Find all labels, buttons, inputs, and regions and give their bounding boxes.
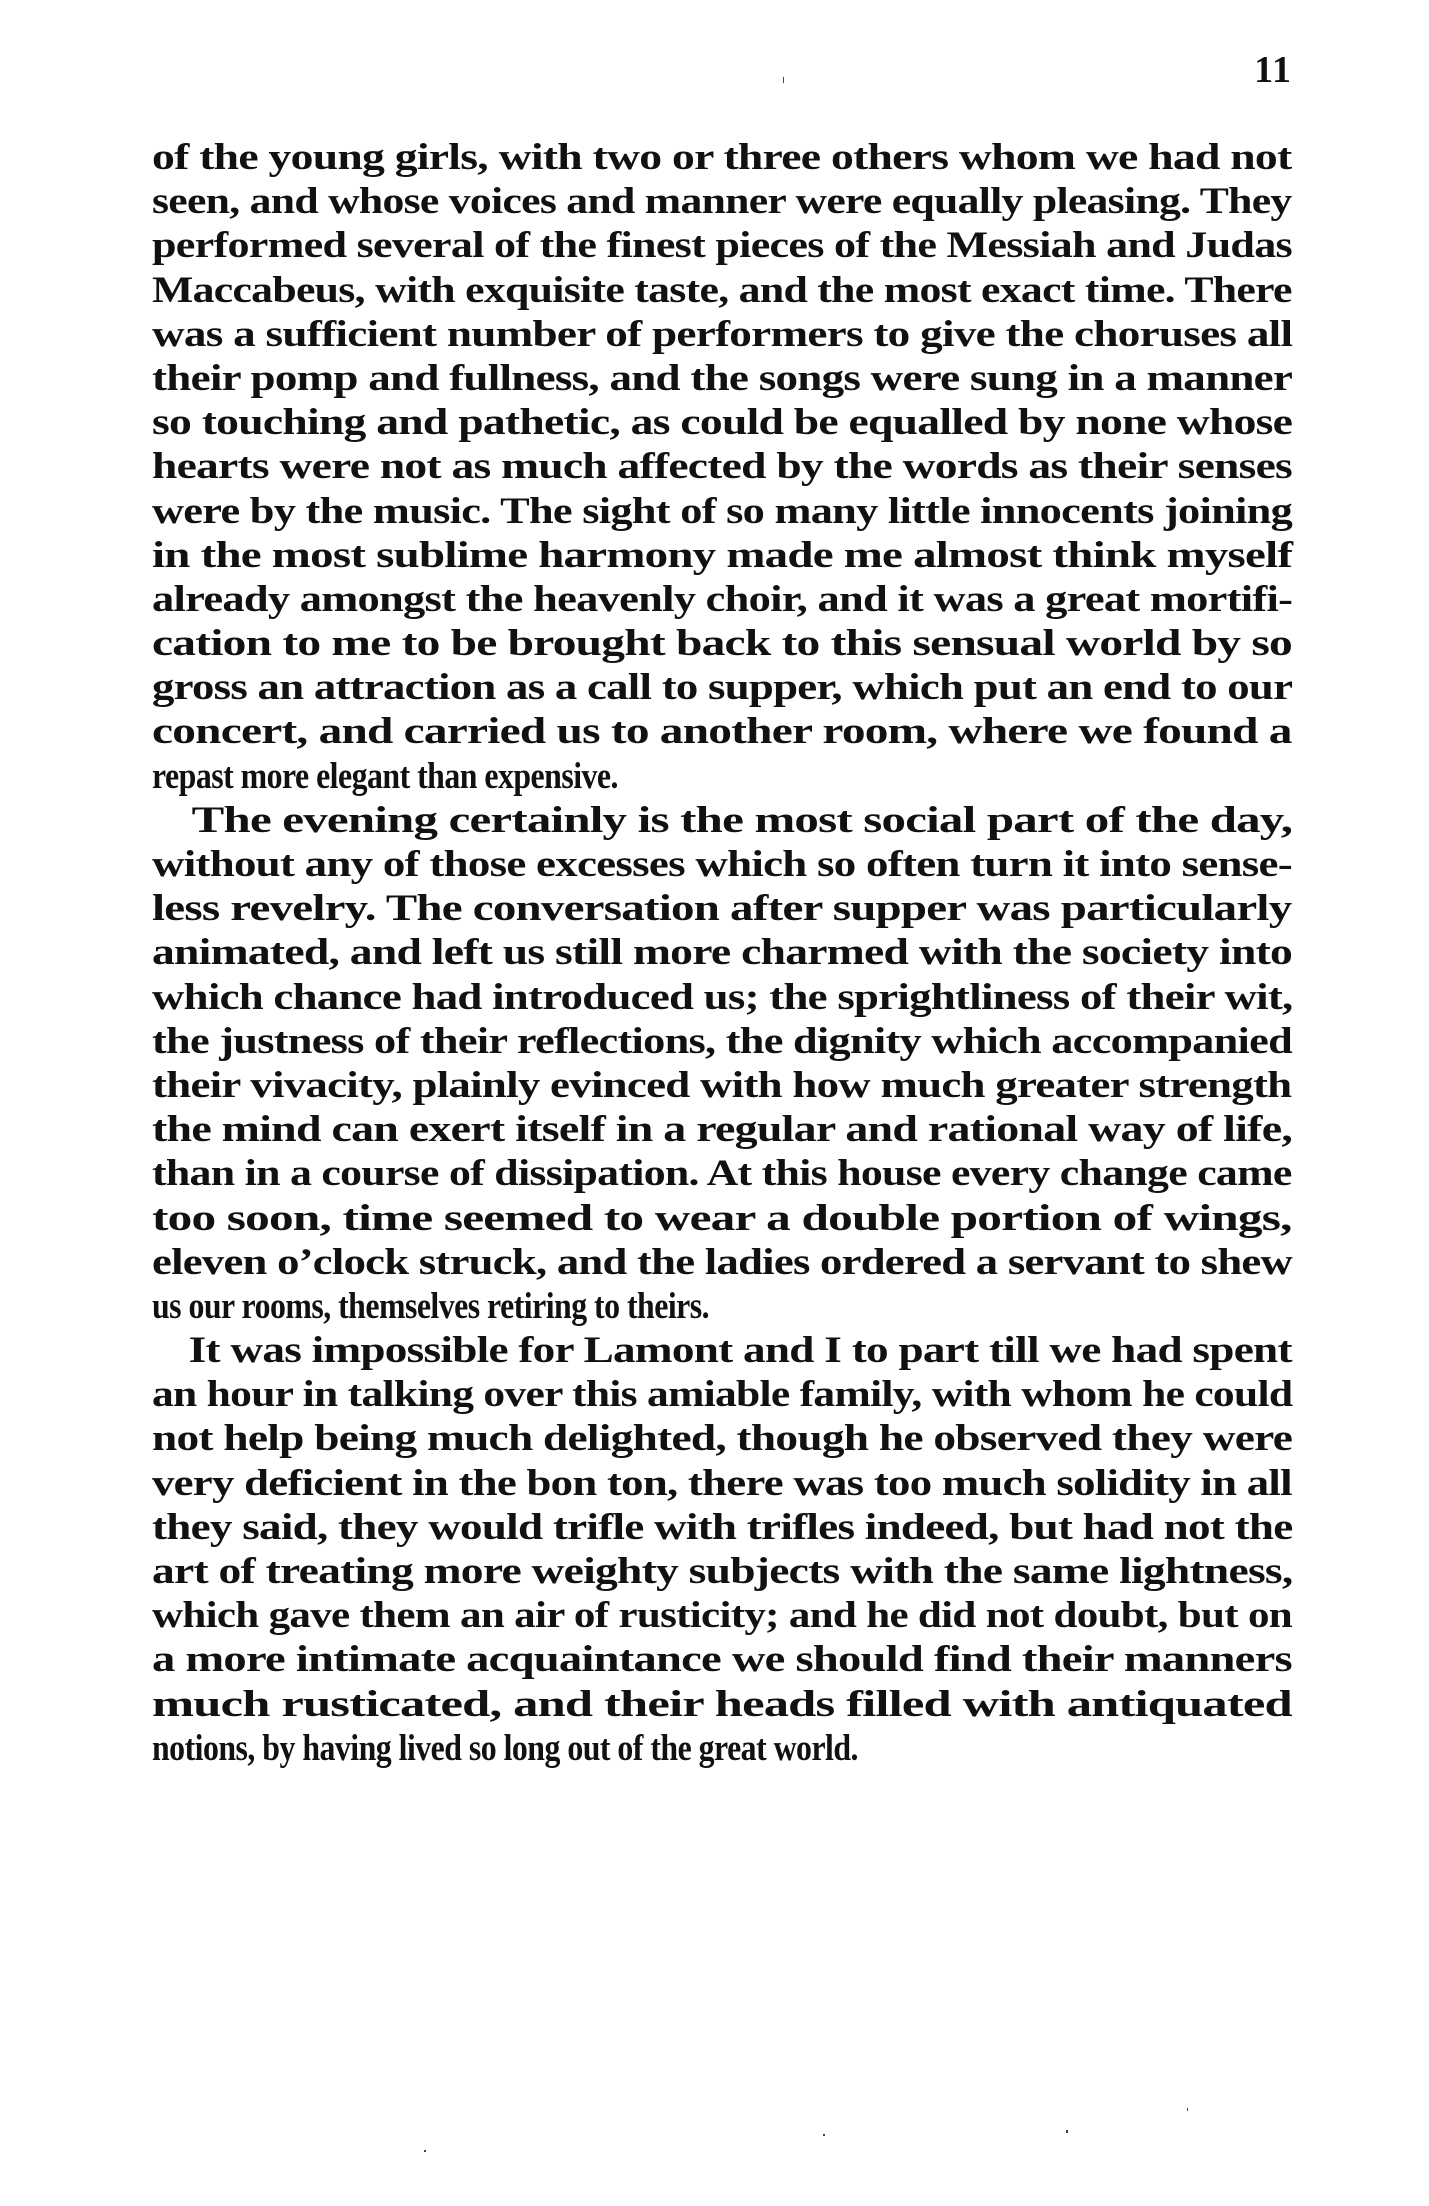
scan-speck — [823, 2134, 825, 2136]
text-line: cation to me to be brought back to this sensual world by so — [152, 623, 1293, 665]
text-line: Maccabeus, with exquisite taste, and the most exact time. There — [152, 269, 1292, 311]
text-line: much rusticated, and their heads filled with antiquated — [152, 1683, 1292, 1725]
text-line: notions, by having lived so long out of the great world. — [152, 1727, 859, 1769]
text-line: eleven o’clock struck, and the ladies ordered a servant to shew — [152, 1241, 1293, 1283]
text-line: of the young girls, with two or three others whom we had not — [152, 137, 1292, 178]
text-line: us our rooms, themselves retiring to theirs. — [152, 1285, 710, 1327]
text-line: seen, and whose voices and manner were equally pleasing. They — [152, 181, 1292, 223]
text-line: they said, they would trifle with trifles indeed, but had not the — [152, 1506, 1293, 1548]
text-line: not help being much delighted, though he observed they were — [152, 1418, 1293, 1460]
text-line: than in a course of dissipation. At this house every change came — [152, 1153, 1292, 1195]
text-line: so touching and pathetic, as could be equalled by none whose — [152, 402, 1293, 444]
text-line: was a sufficient number of performers to give the choruses all — [152, 313, 1293, 355]
body-text — [152, 136, 1292, 1771]
text-line: the justness of their reflections, the dignity which accompanied — [152, 1020, 1293, 1062]
paragraph-2 — [152, 799, 1292, 1329]
text-line: an hour in talking over this amiable family, with whom he could — [152, 1374, 1293, 1416]
text-line: concert, and carried us to another room, where we found a — [152, 711, 1292, 753]
text-line: gross an attraction as a call to supper, which put an end to our — [152, 667, 1293, 709]
text-line: art of treating more weighty subjects with the same lightness, — [152, 1551, 1293, 1592]
text-line: too soon, time seemed to wear a double portion of wings, — [152, 1197, 1292, 1239]
text-line: which chance had introduced us; the sprightliness of their wit, — [152, 976, 1293, 1018]
text-line: very deficient in the bon ton, there was too much solidity in all — [152, 1462, 1292, 1504]
text-line: a more intimate acquaintance we should find their manners — [152, 1639, 1292, 1681]
text-line: The evening certainly is the most social part of the day, — [191, 799, 1293, 841]
text-line: which gave them an air of rusticity; and he did not doubt, but on — [152, 1595, 1293, 1637]
text-line: performed several of the finest pieces of the Messiah and Judas — [152, 225, 1292, 267]
text-line: without any of those excesses which so often turn it into sense- — [152, 844, 1292, 885]
scan-speck — [424, 2150, 426, 2152]
scan-speck — [1066, 2130, 1068, 2133]
text-line: repast more elegant than expensive. — [152, 755, 618, 797]
text-line: It was impossible for Lamont and I to part till we had spent — [188, 1330, 1292, 1372]
text-line: their pomp and fullness, and the songs were sung in a manner — [152, 357, 1293, 399]
text-line: in the most sublime harmony made me almost think myself — [152, 534, 1293, 576]
text-line: animated, and left us still more charmed with the society into — [152, 932, 1293, 974]
text-line: were by the music. The sight of so many little innocents joining — [152, 490, 1293, 532]
text-line: the mind can exert itself in a regular and rational way of life, — [152, 1109, 1293, 1151]
scan-speck — [783, 77, 784, 83]
scan-speck — [1187, 2108, 1188, 2111]
paragraph-3 — [152, 1329, 1292, 1771]
page-number: 11 — [1254, 49, 1292, 91]
paragraph-1 — [152, 136, 1292, 799]
text-line: hearts were not as much affected by the words as their senses — [152, 446, 1293, 488]
text-line: already amongst the heavenly choir, and it was a great mortifi- — [152, 578, 1293, 620]
text-line: less revelry. The conversation after supper was particularly — [152, 888, 1292, 930]
text-line: their vivacity, plainly evinced with how much greater strength — [152, 1064, 1292, 1106]
